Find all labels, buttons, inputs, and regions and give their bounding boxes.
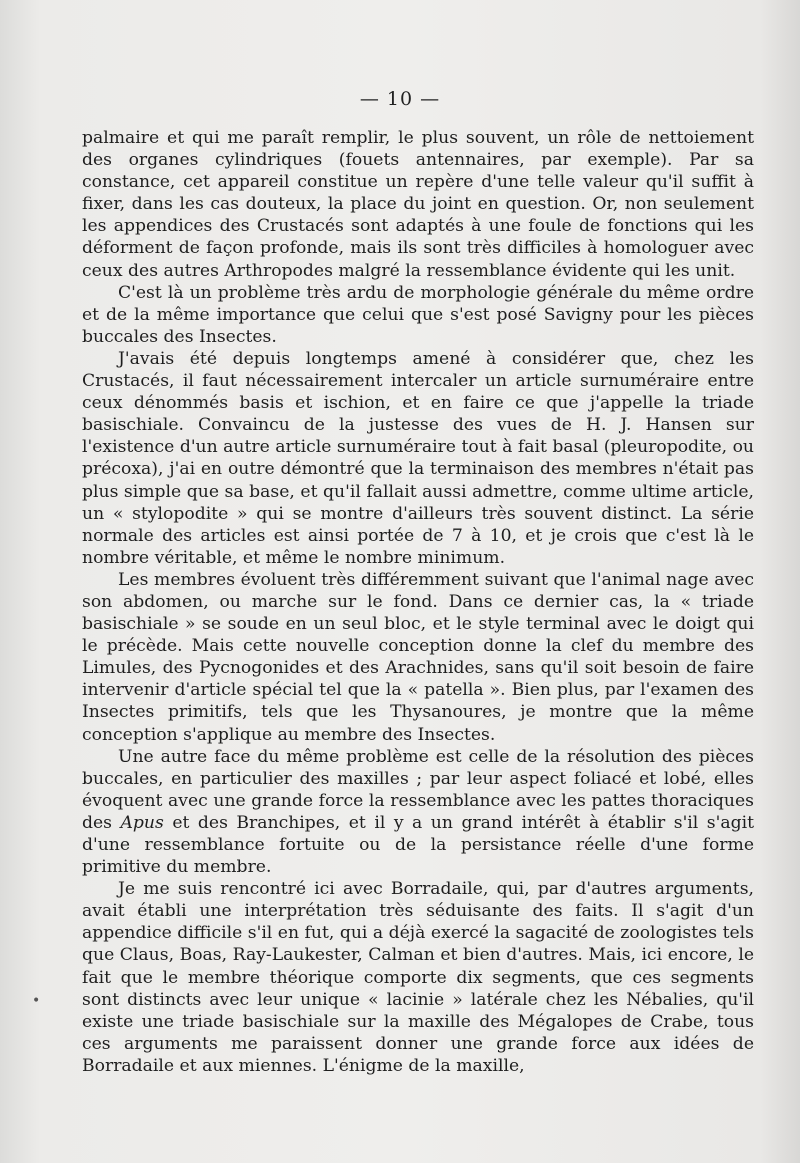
margin-dot-mark: • xyxy=(32,993,41,1009)
paragraph: J'avais été depuis longtemps amené à considérer que, chez les Crustacés, il faut nécessairement intercaler un article surnuméraire entre ceux dénommés basis et ischion, et en faire ce que j'appelle la triade basischiale. Convaincu de la justesse des vues de H. J. Hansen sur l'existence d'un autre article surnuméraire tout à fait basal (pleuropodite, ou précoxa), j'ai en outre démontré que la terminaison des membres n'était pas plus simple que sa base, et qu'il fallait aussi admettre, comme ultime article, un « stylopodite » qui se montre d'ailleurs très souvent distinct. La série normale des articles est ainsi portée de 7 à 10, et je crois que c'est là le nombre véritable, et même le nombre minimum. xyxy=(82,348,754,568)
paragraph-text: et des Branchipes, et il y a un grand intérêt à établir s'il s'agit d'une ressemblance fortuite ou de la persistance réelle d'une forme primitive du membre. xyxy=(82,812,754,878)
italic-term: Apus xyxy=(120,812,164,833)
paragraph: palmaire et qui me paraît remplir, le plus souvent, un rôle de nettoiement des organes cylindriques (fouets antennaires, par exemple). Par sa constance, cet appareil constitue un repère d'une telle valeur qu'il suffit à fixer, dans les cas douteux, la place du joint en question. Or, non seulement les appendices des Crustacés sont adaptés à une foule de fonctions qui les déforment de façon profonde, mais ils sont très difficiles à homologuer avec ceux des autres Arthropodes malgré la ressemblance évidente qui les unit. xyxy=(82,128,754,281)
paragraph: Je me suis rencontré ici avec Borradaile, qui, par d'autres arguments, avait établi une interprétation très séduisante des faits. Il s'agit d'un appendice difficile s'il en fut, qui a déjà exercé la sagacité de zoologistes tels que Claus, Boas, Ray-Laukester, Calman et bien d'autres. Mais, ici encore, le fait que le membre théorique comporte dix segments, que ces segments sont distincts avec leur unique « lacinie » latérale chez les Nébalies, qu'il existe une triade basischiale sur la maxille des Mégalopes de Crabe, tous ces arguments me paraissent donner une grande force aux idées de Borradaile et aux miennes. L'énigme de la maxille, xyxy=(82,879,754,1076)
paragraph-text: Une autre face du même problème est celle de la résolution des pièces buccales, en particulier des maxilles ; par leur aspect foliacé et lobé, elles évoquent avec une grande force la ressemblance avec les pattes thoraciques des xyxy=(82,746,754,833)
page-number: — 10 — xyxy=(359,88,441,110)
paragraph xyxy=(82,746,754,879)
paragraph: C'est là un problème très ardu de morphologie générale du même ordre et de la même importance que celui que s'est posé Savigny pour les pièces buccales des Insectes. xyxy=(82,282,754,347)
paragraph: Les membres évoluent très différemment suivant que l'animal nage avec son abdomen, ou marche sur le fond. Dans ce dernier cas, la « triade basischiale » se soude en un seul bloc, et le style terminal avec le doigt qui le précède. Mais cette nouvelle conception donne la clef du membre des Limules, des Pycnogonides et des Arachnides, sans qu'il soit besoin de faire intervenir d'article spécial tel que la « patella ». Bien plus, par l'examen des Insectes primitifs, tels que les Thysanoures, je montre que la même conception s'applique au membre des Insectes. xyxy=(82,569,754,745)
body-text xyxy=(82,127,754,1077)
